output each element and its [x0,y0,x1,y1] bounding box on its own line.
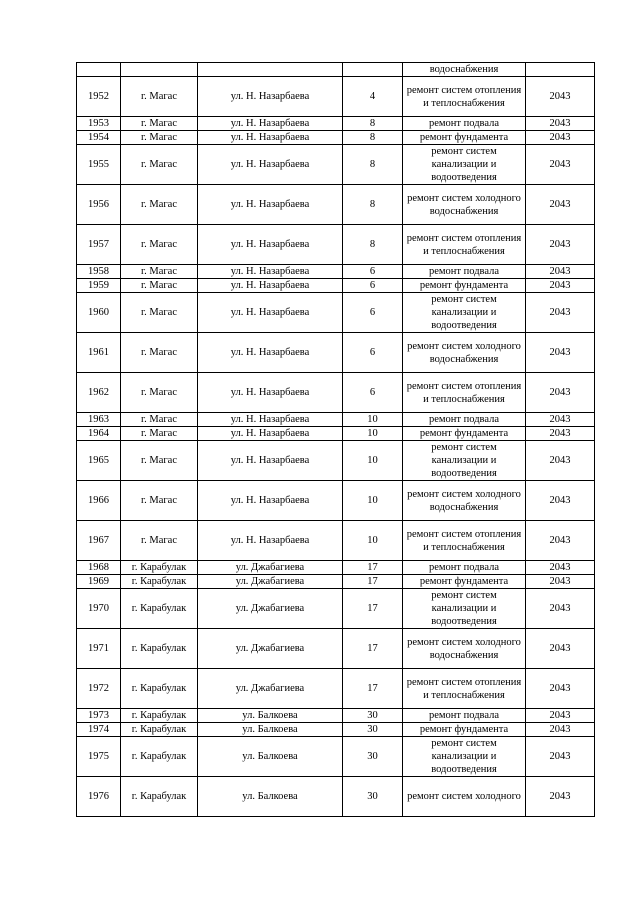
house-cell: 17 [343,575,403,589]
repair-schedule-table [76,62,595,817]
year-cell: 2043 [526,723,595,737]
row-number: 1962 [77,373,121,413]
table-row [77,225,595,265]
city-cell: г. Магас [121,225,198,265]
work-type-cell: водоснабжения [403,63,526,77]
street-cell: ул. Балкоева [198,737,343,777]
house-cell: 8 [343,131,403,145]
row-number: 1957 [77,225,121,265]
row-number: 1975 [77,737,121,777]
table-row [77,441,595,481]
table-row [77,265,595,279]
house-cell [343,63,403,77]
city-cell: г. Магас [121,293,198,333]
city-cell: г. Магас [121,131,198,145]
house-cell: 6 [343,333,403,373]
street-cell: ул. Н. Назарбаева [198,441,343,481]
city-cell: г. Карабулак [121,737,198,777]
row-number: 1955 [77,145,121,185]
work-type-cell: ремонт систем холодного водоснабжения [403,481,526,521]
work-type-cell: ремонт систем канализации и водоотведения [403,293,526,333]
row-number: 1954 [77,131,121,145]
row-number: 1966 [77,481,121,521]
house-cell: 30 [343,777,403,817]
table-row [77,737,595,777]
table-row [77,77,595,117]
year-cell: 2043 [526,333,595,373]
year-cell: 2043 [526,293,595,333]
year-cell [526,63,595,77]
house-cell: 10 [343,521,403,561]
street-cell: ул. Н. Назарбаева [198,279,343,293]
street-cell: ул. Н. Назарбаева [198,293,343,333]
table-row [77,145,595,185]
row-number: 1958 [77,265,121,279]
work-type-cell: ремонт систем холодного водоснабжения [403,185,526,225]
city-cell: г. Карабулак [121,669,198,709]
year-cell: 2043 [526,131,595,145]
row-number: 1960 [77,293,121,333]
street-cell: ул. Н. Назарбаева [198,413,343,427]
table-row [77,669,595,709]
table-row [77,293,595,333]
row-number: 1970 [77,589,121,629]
work-type-cell: ремонт подвала [403,265,526,279]
work-type-cell: ремонт систем холодного [403,777,526,817]
house-cell: 8 [343,145,403,185]
house-cell: 10 [343,427,403,441]
work-type-cell: ремонт систем холодного водоснабжения [403,333,526,373]
city-cell: г. Магас [121,521,198,561]
street-cell: ул. Н. Назарбаева [198,265,343,279]
table-row [77,723,595,737]
year-cell: 2043 [526,481,595,521]
table-body [77,63,595,817]
year-cell: 2043 [526,589,595,629]
house-cell: 30 [343,723,403,737]
work-type-cell: ремонт систем отопления и теплоснабжения [403,77,526,117]
street-cell: ул. Балкоева [198,777,343,817]
work-type-cell: ремонт систем канализации и водоотведения [403,589,526,629]
row-number: 1976 [77,777,121,817]
table-row [77,413,595,427]
row-number: 1964 [77,427,121,441]
street-cell: ул. Джабагиева [198,629,343,669]
street-cell: ул. Н. Назарбаева [198,521,343,561]
city-cell [121,63,198,77]
table-row [77,629,595,669]
year-cell: 2043 [526,265,595,279]
street-cell: ул. Н. Назарбаева [198,117,343,131]
street-cell: ул. Н. Назарбаева [198,427,343,441]
year-cell: 2043 [526,629,595,669]
table-row [77,131,595,145]
city-cell: г. Магас [121,413,198,427]
work-type-cell: ремонт систем отопления и теплоснабжения [403,225,526,265]
city-cell: г. Магас [121,373,198,413]
table-row [77,185,595,225]
city-cell: г. Карабулак [121,561,198,575]
work-type-cell: ремонт подвала [403,413,526,427]
year-cell: 2043 [526,427,595,441]
year-cell: 2043 [526,441,595,481]
city-cell: г. Карабулак [121,709,198,723]
row-number: 1969 [77,575,121,589]
work-type-cell: ремонт подвала [403,117,526,131]
house-cell: 17 [343,669,403,709]
table-row [77,427,595,441]
year-cell: 2043 [526,77,595,117]
city-cell: г. Магас [121,185,198,225]
year-cell: 2043 [526,777,595,817]
house-cell: 8 [343,117,403,131]
street-cell: ул. Балкоева [198,709,343,723]
work-type-cell: ремонт фундамента [403,723,526,737]
city-cell: г. Магас [121,441,198,481]
table-row [77,709,595,723]
work-type-cell: ремонт подвала [403,561,526,575]
table-row [77,481,595,521]
city-cell: г. Магас [121,481,198,521]
house-cell: 6 [343,265,403,279]
house-cell: 6 [343,293,403,333]
row-number: 1971 [77,629,121,669]
row-number: 1956 [77,185,121,225]
year-cell: 2043 [526,185,595,225]
row-number: 1972 [77,669,121,709]
work-type-cell: ремонт систем холодного водоснабжения [403,629,526,669]
street-cell: ул. Н. Назарбаева [198,373,343,413]
year-cell: 2043 [526,669,595,709]
year-cell: 2043 [526,373,595,413]
table-row [77,521,595,561]
table-row [77,575,595,589]
table-row [77,333,595,373]
year-cell: 2043 [526,225,595,265]
row-number: 1952 [77,77,121,117]
work-type-cell: ремонт систем отопления и теплоснабжения [403,373,526,413]
city-cell: г. Магас [121,77,198,117]
street-cell: ул. Джабагиева [198,561,343,575]
table-row [77,589,595,629]
year-cell: 2043 [526,709,595,723]
year-cell: 2043 [526,117,595,131]
table-row [77,373,595,413]
street-cell: ул. Джабагиева [198,589,343,629]
street-cell: ул. Н. Назарбаева [198,225,343,265]
house-cell: 10 [343,481,403,521]
street-cell: ул. Н. Назарбаева [198,333,343,373]
city-cell: г. Карабулак [121,723,198,737]
city-cell: г. Магас [121,145,198,185]
row-number: 1965 [77,441,121,481]
work-type-cell: ремонт систем канализации и водоотведения [403,441,526,481]
work-type-cell: ремонт подвала [403,709,526,723]
year-cell: 2043 [526,413,595,427]
house-cell: 17 [343,589,403,629]
work-type-cell: ремонт фундамента [403,279,526,293]
work-type-cell: ремонт фундамента [403,427,526,441]
row-number: 1953 [77,117,121,131]
row-number: 1963 [77,413,121,427]
street-cell: ул. Н. Назарбаева [198,131,343,145]
street-cell: ул. Джабагиева [198,575,343,589]
table-row [77,561,595,575]
house-cell: 8 [343,185,403,225]
city-cell: г. Магас [121,279,198,293]
city-cell: г. Магас [121,117,198,131]
work-type-cell: ремонт систем отопления и теплоснабжения [403,669,526,709]
table-row [77,117,595,131]
year-cell: 2043 [526,279,595,293]
street-cell: ул. Н. Назарбаева [198,145,343,185]
city-cell: г. Карабулак [121,575,198,589]
house-cell: 10 [343,441,403,481]
city-cell: г. Магас [121,333,198,373]
year-cell: 2043 [526,737,595,777]
work-type-cell: ремонт систем отопления и теплоснабжения [403,521,526,561]
row-number: 1968 [77,561,121,575]
row-number: 1967 [77,521,121,561]
row-number: 1974 [77,723,121,737]
house-cell: 10 [343,413,403,427]
year-cell: 2043 [526,575,595,589]
street-cell: ул. Н. Назарбаева [198,481,343,521]
city-cell: г. Карабулак [121,629,198,669]
city-cell: г. Карабулак [121,589,198,629]
street-cell: ул. Н. Назарбаева [198,77,343,117]
street-cell: ул. Джабагиева [198,669,343,709]
city-cell: г. Магас [121,427,198,441]
year-cell: 2043 [526,521,595,561]
row-number: 1961 [77,333,121,373]
street-cell: ул. Н. Назарбаева [198,185,343,225]
work-type-cell: ремонт систем канализации и водоотведения [403,737,526,777]
city-cell: г. Магас [121,265,198,279]
table-row [77,63,595,77]
street-cell: ул. Балкоева [198,723,343,737]
year-cell: 2043 [526,145,595,185]
house-cell: 6 [343,373,403,413]
work-type-cell: ремонт фундамента [403,131,526,145]
city-cell: г. Карабулак [121,777,198,817]
table-row [77,777,595,817]
house-cell: 6 [343,279,403,293]
row-number: 1959 [77,279,121,293]
house-cell: 4 [343,77,403,117]
house-cell: 8 [343,225,403,265]
house-cell: 17 [343,561,403,575]
house-cell: 17 [343,629,403,669]
work-type-cell: ремонт фундамента [403,575,526,589]
row-number [77,63,121,77]
table-row [77,279,595,293]
house-cell: 30 [343,709,403,723]
street-cell [198,63,343,77]
house-cell: 30 [343,737,403,777]
work-type-cell: ремонт систем канализации и водоотведения [403,145,526,185]
row-number: 1973 [77,709,121,723]
year-cell: 2043 [526,561,595,575]
